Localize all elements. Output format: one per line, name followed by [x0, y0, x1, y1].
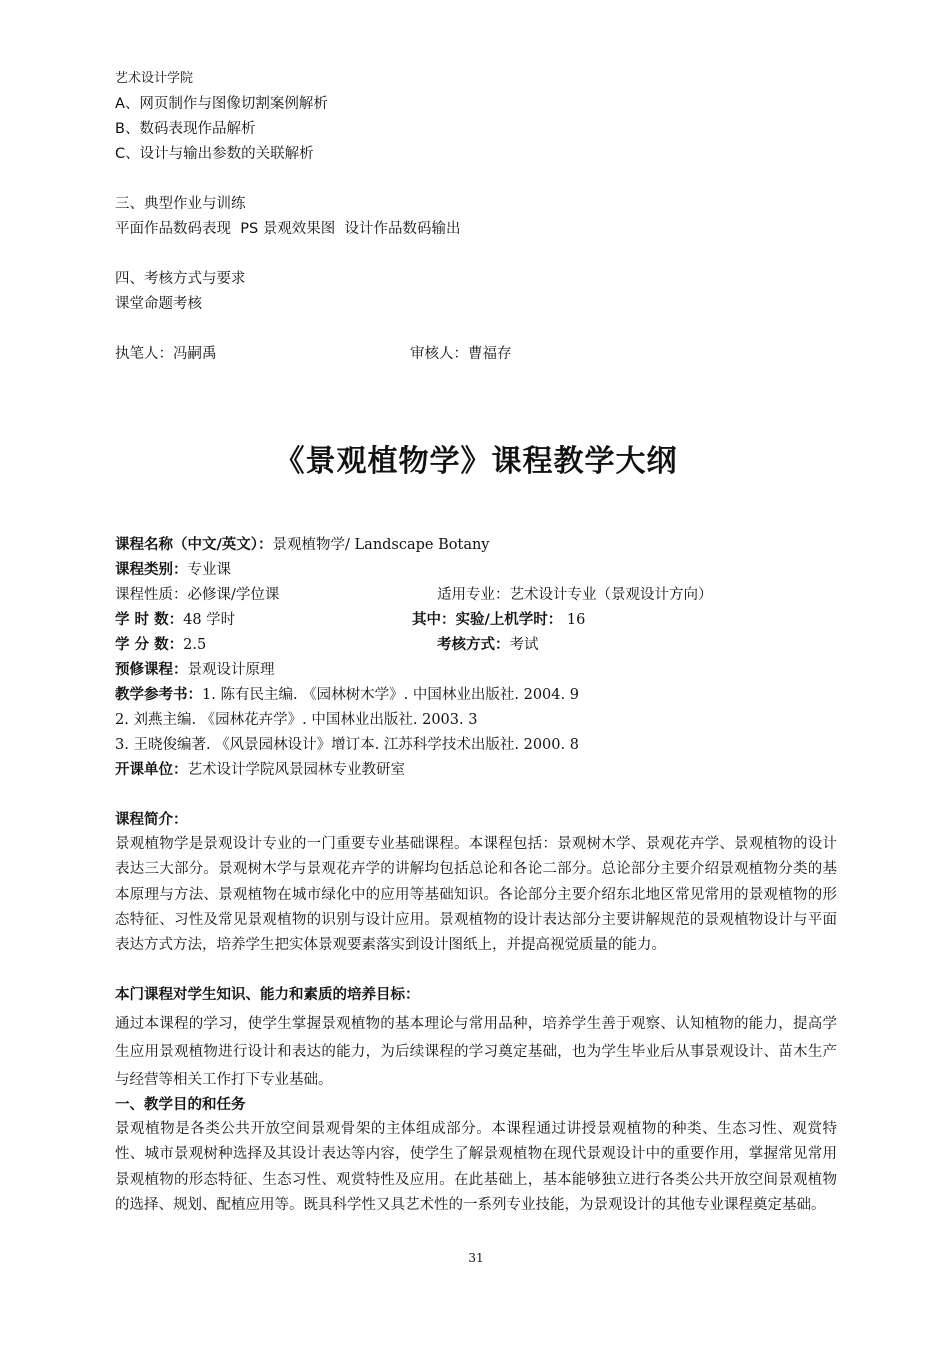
school-name: 艺术设计学院: [115, 71, 194, 86]
section4-heading: 四、考核方式与要求: [115, 271, 246, 287]
section4-text: 课堂命题考核: [115, 296, 202, 312]
course-name-row: [115, 535, 490, 555]
books-row: [115, 685, 579, 705]
intro-heading: 课程简介：: [115, 812, 188, 828]
purpose-heading: 一、教学目的和任务: [115, 1097, 246, 1113]
list-item-b: B、数码表现作品解析: [115, 121, 256, 137]
course-nature-row: [115, 585, 279, 605]
unit-value: 艺术设计学院风景园林专业教研室: [187, 762, 405, 778]
reviewer: 审核人：曹福存: [410, 346, 512, 362]
major-value: 艺术设计专业（景观设计方向）: [509, 587, 713, 603]
major-row: [437, 585, 713, 605]
section3-heading: 三、典型作业与训练: [115, 196, 246, 212]
book-1: 1. 陈有民主编. 《园林树木学》. 中国林业出版社. 2004. 9: [202, 687, 579, 703]
credits-value: 2.5: [183, 637, 207, 653]
course-type-value: 专业课: [187, 562, 231, 578]
page-number: 31: [468, 1251, 484, 1265]
hours-value: 48 学时: [183, 612, 236, 628]
hours-row: [115, 610, 235, 630]
major-label: 适用专业：: [437, 587, 510, 603]
goals-heading: 本门课程对学生知识、能力和素质的培养目标：: [115, 987, 420, 1003]
prereq-row: [115, 660, 275, 680]
exam-value: 考试: [509, 637, 539, 653]
prereq-label: 预修课程：: [115, 662, 188, 678]
books-label: 教学参考书：: [115, 687, 202, 703]
author: 执笔人：冯嗣禹: [115, 346, 217, 362]
credits-row: [115, 635, 206, 655]
goals-text: 通过本课程的学习，使学生掌握景观植物的基本理论与常用品种，培养学生善于观察、认知植物的能力，提高学生应用景观植物进行设计和表达的能力，为后续课程的学习奠定基础，也为学生毕业后从事景观设计、苗木生产与经营等相关工作打下专业基础。: [115, 1016, 837, 1088]
course-name-value: 景观植物学/ Landscape Botany: [272, 537, 490, 553]
exam-row: [437, 635, 539, 655]
book-3: 3. 王晓俊编著. 《风景园林设计》增订本. 江苏科学技术出版社. 2000. 8: [115, 737, 579, 753]
course-nature-label: 课程性质：: [115, 587, 188, 603]
lab-hours-label: 其中：实验/上机学时：: [412, 612, 563, 628]
section3-text: 平面作品数码表现 PS 景观效果图 设计作品数码输出: [115, 221, 461, 237]
course-type-label: 课程类别：: [115, 562, 188, 578]
page-title: 《景观植物学》课程教学大纲: [274, 444, 678, 479]
prereq-value: 景观设计原理: [187, 662, 275, 678]
purpose-text: 景观植物是各类公共开放空间景观骨架的主体组成部分。本课程通过讲授景观植物的种类、生态习性、观赏特性、城市景观树种选择及其设计表达等内容，使学生了解景观植物在现代景观设计中的重要作用，掌握常见常用景观植物的形态特征、生态习性、观赏特性及应用。在此基础上，基本能够独立进行各类公共开放空间景观植物的选择、规划、配植应用等。既具科学性又具艺术性的一系列专业技能，为景观设计的其他专业课程奠定基础。: [115, 1121, 837, 1213]
intro-text: 景观植物学是景观设计专业的一门重要专业基础课程。本课程包括：景观树木学、景观花卉学、景观植物的设计表达三大部分。景观树木学与景观花卉学的讲解均包括总论和各论二部分。总论部分主要介绍景观植物分类的基本原理与方法、景观植物在城市绿化中的应用等基础知识。各论部分主要介绍东北地区常见常用的景观植物的形态特征、习性及常见景观植物的识别与设计应用。景观植物的设计表达部分主要讲解规范的景观植物设计与平面表达方式方法，培养学生把实体景观要素落实到设计图纸上，并提高视觉质量的能力。: [115, 836, 837, 954]
unit-label: 开课单位：: [115, 762, 188, 778]
credits-label: 学 分 数：: [115, 637, 184, 653]
unit-row: [115, 760, 405, 780]
course-name-label: 课程名称（中文/英文）：: [115, 537, 273, 553]
hours-label: 学 时 数：: [115, 612, 184, 628]
list-item-a: A、网页制作与图像切割案例解析: [115, 96, 328, 112]
course-nature-value: 必修课/学位课: [187, 587, 280, 603]
lab-hours-row: [412, 610, 585, 630]
lab-hours-value: 16: [562, 612, 586, 628]
book-2: 2. 刘燕主编. 《园林花卉学》. 中国林业出版社. 2003. 3: [115, 712, 478, 728]
course-type-row: [115, 560, 231, 580]
list-item-c: C、设计与输出参数的关联解析: [115, 146, 314, 162]
exam-label: 考核方式：: [437, 637, 510, 653]
